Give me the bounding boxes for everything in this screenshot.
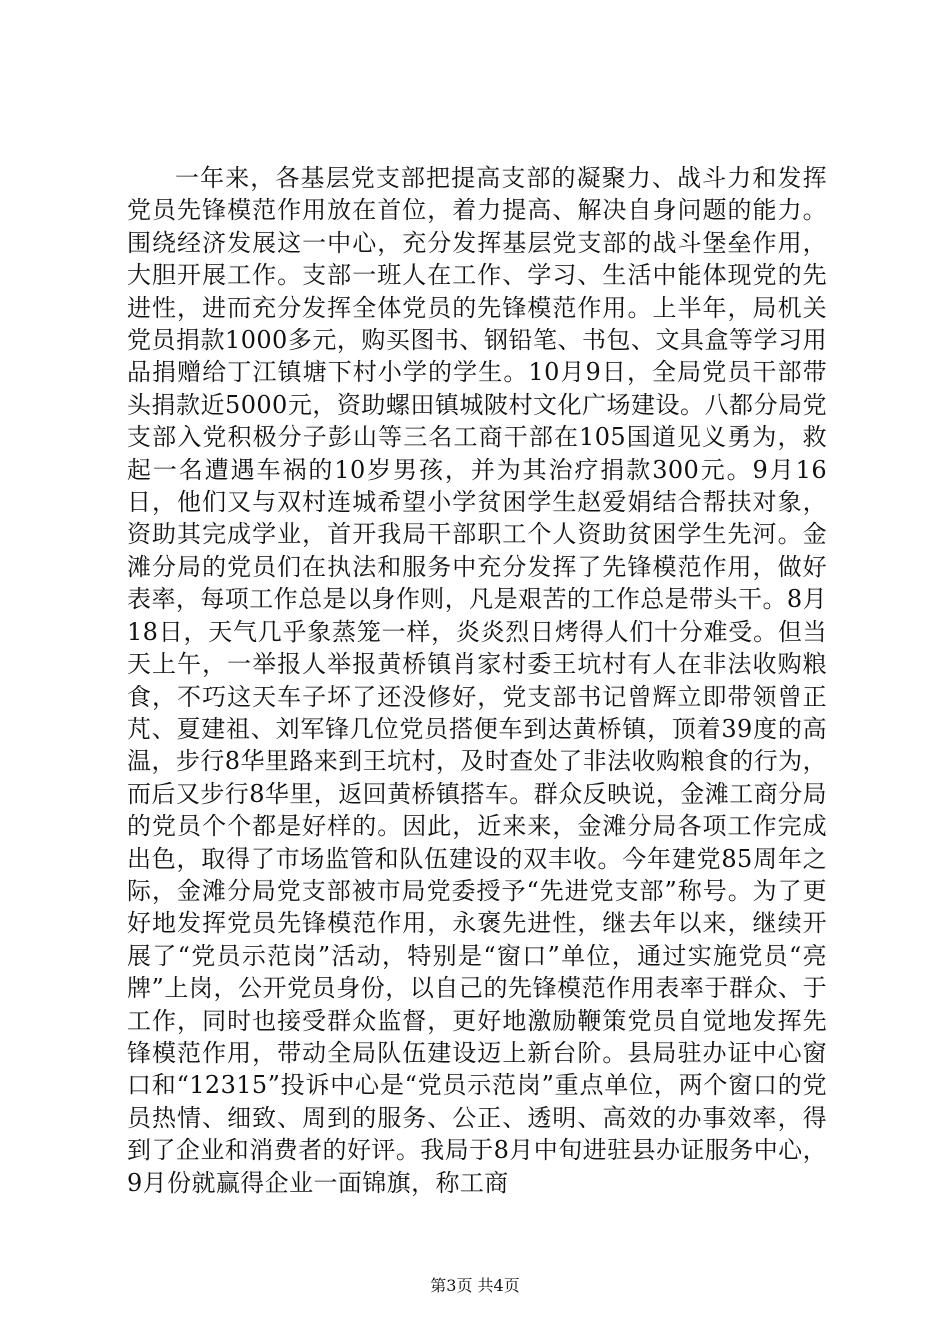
page-number: 第3页 共4页	[430, 1276, 520, 1295]
body-paragraph: 一年来，各基层党支部把提高支部的凝聚力、战斗力和发挥党员先锋模范作用放在首位，着力提高、解决自身问题的能力。围绕经济发展这一中心，充分发挥基层党支部的战斗堡垒作用，大胆开展工作。支部一班人在工作、学习、生活中能体现党的先进性，进而充分发挥全体党员的先锋模范作用。上半年，局机关党员捐款1000多元，购买图书、钢铅笔、书包、文具盒等学习用品捐赠给丁江镇塘下村小学的学生。10月9日，全局党员干部带头捐款近5000元，资助螺田镇城陂村文化广场建设。八都分局党支部入党积极分子彭山等三名工商干部在105国道见义勇为，救起一名遭遇车祸的10岁男孩，并为其治疗捐款300元。9月16日，他们又与双村连城希望小学贫困学生赵爱娟结合帮扶对象，资助其完成学业，首开我局干部职工个人资助贫困学生先河。金滩分局的党员们在执法和服务中充分发挥了先锋模范作用，做好表率，每项工作总是以身作则，凡是艰苦的工作总是带头干。8月18日，天气几乎象蒸笼一样，炎炎烈日烤得人们十分难受。但当天上午，一举报人举报黄桥镇肖家村委王坑村有人在非法收购粮食，不巧这天车子坏了还没修好，党支部书记曾辉立即带领曾正芃、夏建祖、刘军锋几位党员搭便车到达黄桥镇，顶着39度的高温，步行8华里路来到王坑村，及时查处了非法收购粮食的行为，而后又步行8华里，返回黄桥镇搭车。群众反映说，金滩工商分局的党员个个都是好样的。因此，近来来，金滩分局各项工作完成出色，取得了市场监管和队伍建设的双丰收。今年建党85周年之际，金滩分局党支部被市局党委授予“先进党支部”称号。为了更好地发挥党员先锋模范作用，永褒先进性，继去年以来，继续开展了“党员示范岗”活动，特别是“窗口”单位，通过实施党员“亮牌”上岗，公开党员身份，以自己的先锋模范作用表率于群众、于工作，同时也接受群众监督，更好地激励鞭策党员自觉地发挥先锋模范作用，带动全局队伍建设迈上新台阶。县局驻办证中心窗口和“12315”投诉中心是“党员示范岗”重点单位，两个窗口的党员热情、细致、周到的服务、公正、透明、高效的办事效率，得到了企业和消费者的好评。我局于8月中旬进驻县办证服务中心，9月份就赢得企业一面锦旗，称工商	[127, 164, 827, 1197]
